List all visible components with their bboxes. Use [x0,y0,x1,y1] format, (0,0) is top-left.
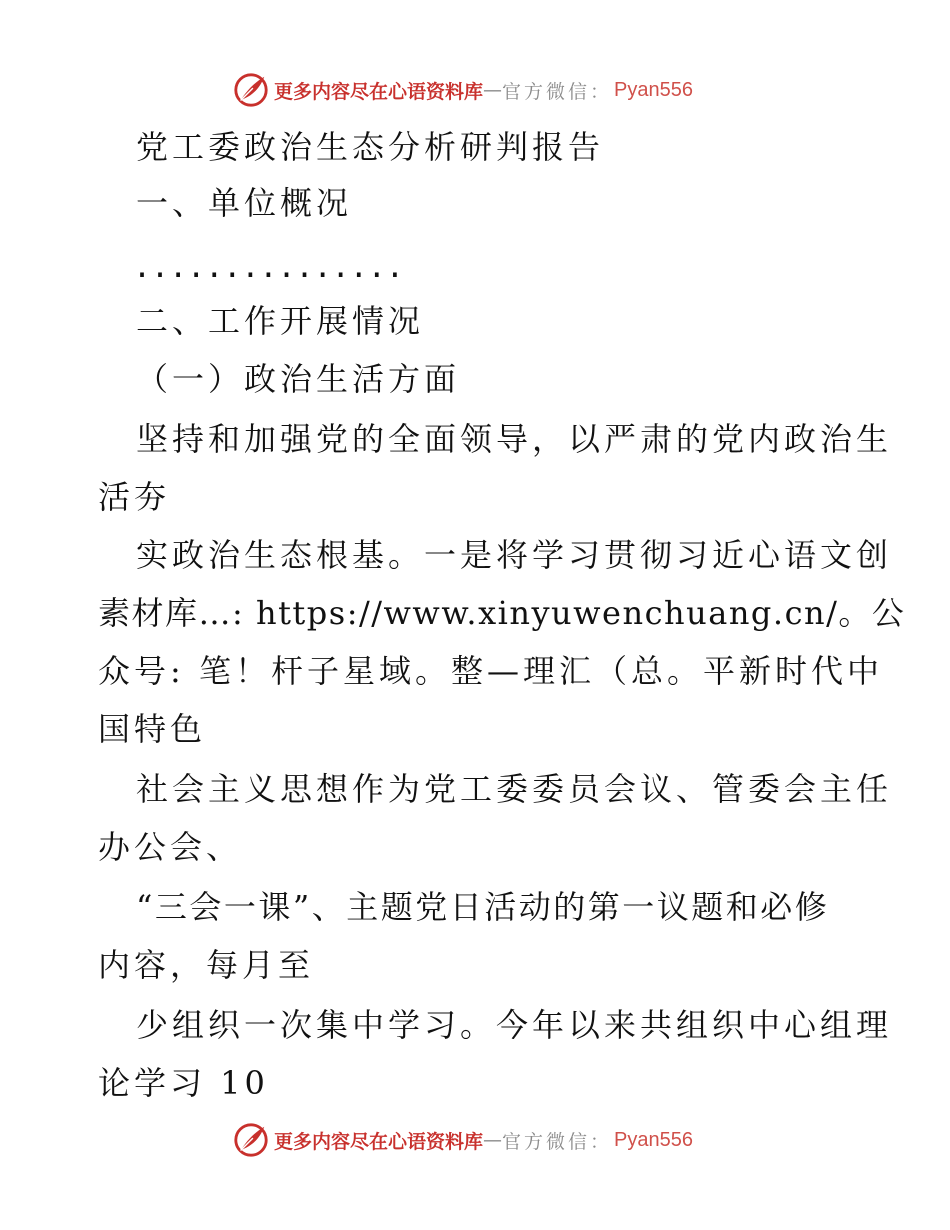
paragraph-line: 活夯 [98,478,171,516]
banner-text: 更多内容尽在心语资料库 [274,1130,484,1153]
subsection-heading-1: （一）政治生活方面 [136,360,461,398]
document-title: 党工委政治生态分析研判报告 [136,128,605,166]
paragraph-line: 实政治生态根基。一是将学习贯彻习近心语文创 [136,536,893,574]
paragraph-line: 国特色 [98,710,207,748]
paragraph-line: 论学习 10 [98,1064,269,1102]
paragraph-line: 社会主义思想作为党工委委员会议、管委会主任 [136,770,893,808]
feather-pen-logo-icon [232,1121,270,1159]
feather-pen-logo-icon [232,71,270,109]
paragraph-line: 内容，每月至 [98,946,315,984]
paragraph-line: 少组织一次集中学习。今年以来共组织中心组理 [136,1006,893,1044]
paragraph-line: 素材库…: https://www.xinyuwenchuang.cn/。公 [98,594,906,632]
banner-dash: — [483,79,503,101]
banner-text: 更多内容尽在心语资料库 [274,80,484,103]
paragraph-line: 众号: 笔！杆子星域。整—理汇（总。平新时代中 [98,652,883,690]
ellipsis-placeholder: ............... [133,250,404,285]
paragraph-line: 办公会、 [98,828,243,866]
banner-wechat-id: Pyan556 [614,78,693,101]
section-heading-1: 一、单位概况 [136,184,353,222]
header-banner [232,70,693,110]
section-heading-2: 二、工作开展情况 [136,302,425,340]
footer-banner [232,1120,693,1160]
banner-wechat-id: Pyan556 [614,1128,693,1151]
banner-dash: — [483,1129,503,1151]
paragraph-line: “三会一课”、主题党日活动的第一议题和必修 [136,888,830,926]
paragraph-line: 坚持和加强党的全面领导，以严肃的党内政治生 [136,420,893,458]
banner-wechat-label: 官方微信： [502,1130,613,1153]
banner-wechat-label: 官方微信： [502,80,613,103]
